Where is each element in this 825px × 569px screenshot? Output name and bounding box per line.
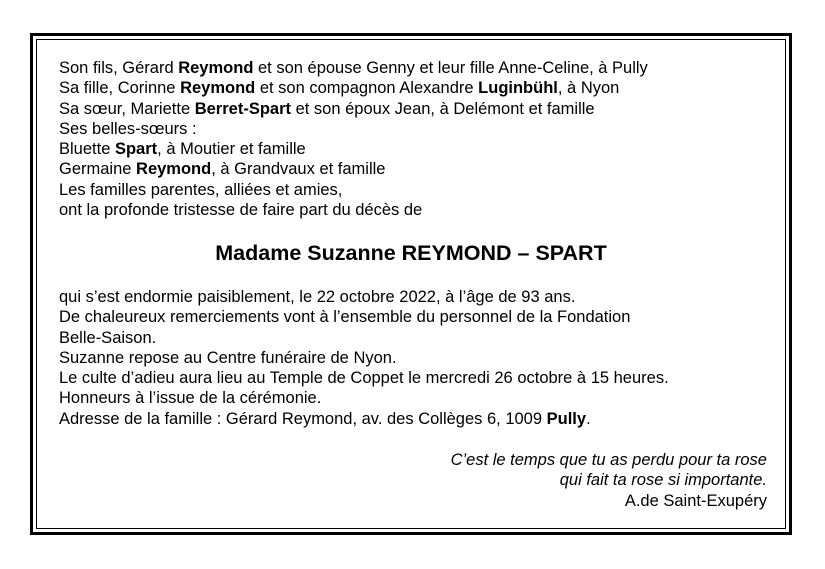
body-line-honours: Honneurs à l’issue de la cérémonie.: [59, 389, 322, 408]
body-line-thanks-cont: Belle-Saison.: [59, 328, 157, 347]
text-segment: Bluette: [59, 140, 115, 159]
announcement-line: ont la profonde tristesse de faire part du décès de: [59, 201, 423, 220]
body-line-thanks: De chaleureux remerciements vont à l’ensemble du personnel de la Fondation: [59, 308, 631, 327]
bold-surname: Spart: [114, 140, 158, 159]
family-line-sister: [59, 99, 759, 119]
body-line-passing: qui s’est endormie paisiblement, le 22 octobre 2022, à l’âge de 93 ans.: [59, 288, 576, 306]
quote-line-2: qui fait ta rose si importante.: [559, 471, 767, 490]
bold-surname: Reymond: [180, 79, 256, 98]
text-segment: et son époux Jean, à Delémont et famille: [291, 99, 595, 118]
text-segment: , à Grandvaux et famille: [211, 160, 386, 179]
text-segment: , à Nyon: [557, 79, 620, 98]
text-segment: Son fils, Gérard: [59, 59, 179, 77]
family-line-daughter: [59, 78, 759, 98]
text-segment: et son épouse Genny et leur fille Anne-Celine, à Pully: [253, 59, 648, 77]
family-line-relatives: Les familles parentes, alliées et amies,: [59, 180, 343, 199]
bold-surname: Berret-Spart: [194, 99, 291, 118]
text-segment: .: [586, 409, 591, 428]
body-line-rest: Suzanne repose au Centre funéraire de Nyon.: [59, 348, 397, 367]
family-list: [59, 58, 759, 220]
family-line-germaine: [59, 159, 759, 179]
bold-surname: Luginbühl: [478, 79, 558, 98]
bold-town: Pully: [546, 409, 587, 428]
text-segment: et son compagnon Alexandre: [255, 79, 479, 98]
announcement-body: [59, 287, 759, 429]
body-line-service: Le culte d’adieu aura lieu au Temple de Coppet le mercredi 26 octobre à 15 heures.: [59, 369, 669, 388]
quote-line-1: C’est le temps que tu as perdu pour ta rose: [450, 451, 767, 469]
bold-surname: Reymond: [136, 160, 212, 179]
quote-author: A.de Saint-Exupéry: [624, 491, 767, 510]
bold-surname: Reymond: [178, 59, 254, 77]
body-line-address: [59, 409, 759, 429]
text-segment: Germaine: [59, 160, 137, 179]
deceased-name-heading: Madame Suzanne REYMOND – SPART: [215, 241, 607, 265]
family-line-son: [59, 58, 759, 78]
family-line-bluette: [59, 139, 759, 159]
text-segment: Sa sœur, Mariette: [59, 99, 195, 118]
text-segment: Sa fille, Corinne: [59, 79, 181, 98]
text-segment: , à Moutier et famille: [157, 140, 306, 159]
closing-quote: [451, 450, 767, 511]
text-segment: Adresse de la famille : Gérard Reymond, av. des Collèges 6, 1009: [59, 409, 547, 428]
family-line-sisters-in-law: Ses belles-sœurs :: [59, 119, 197, 138]
